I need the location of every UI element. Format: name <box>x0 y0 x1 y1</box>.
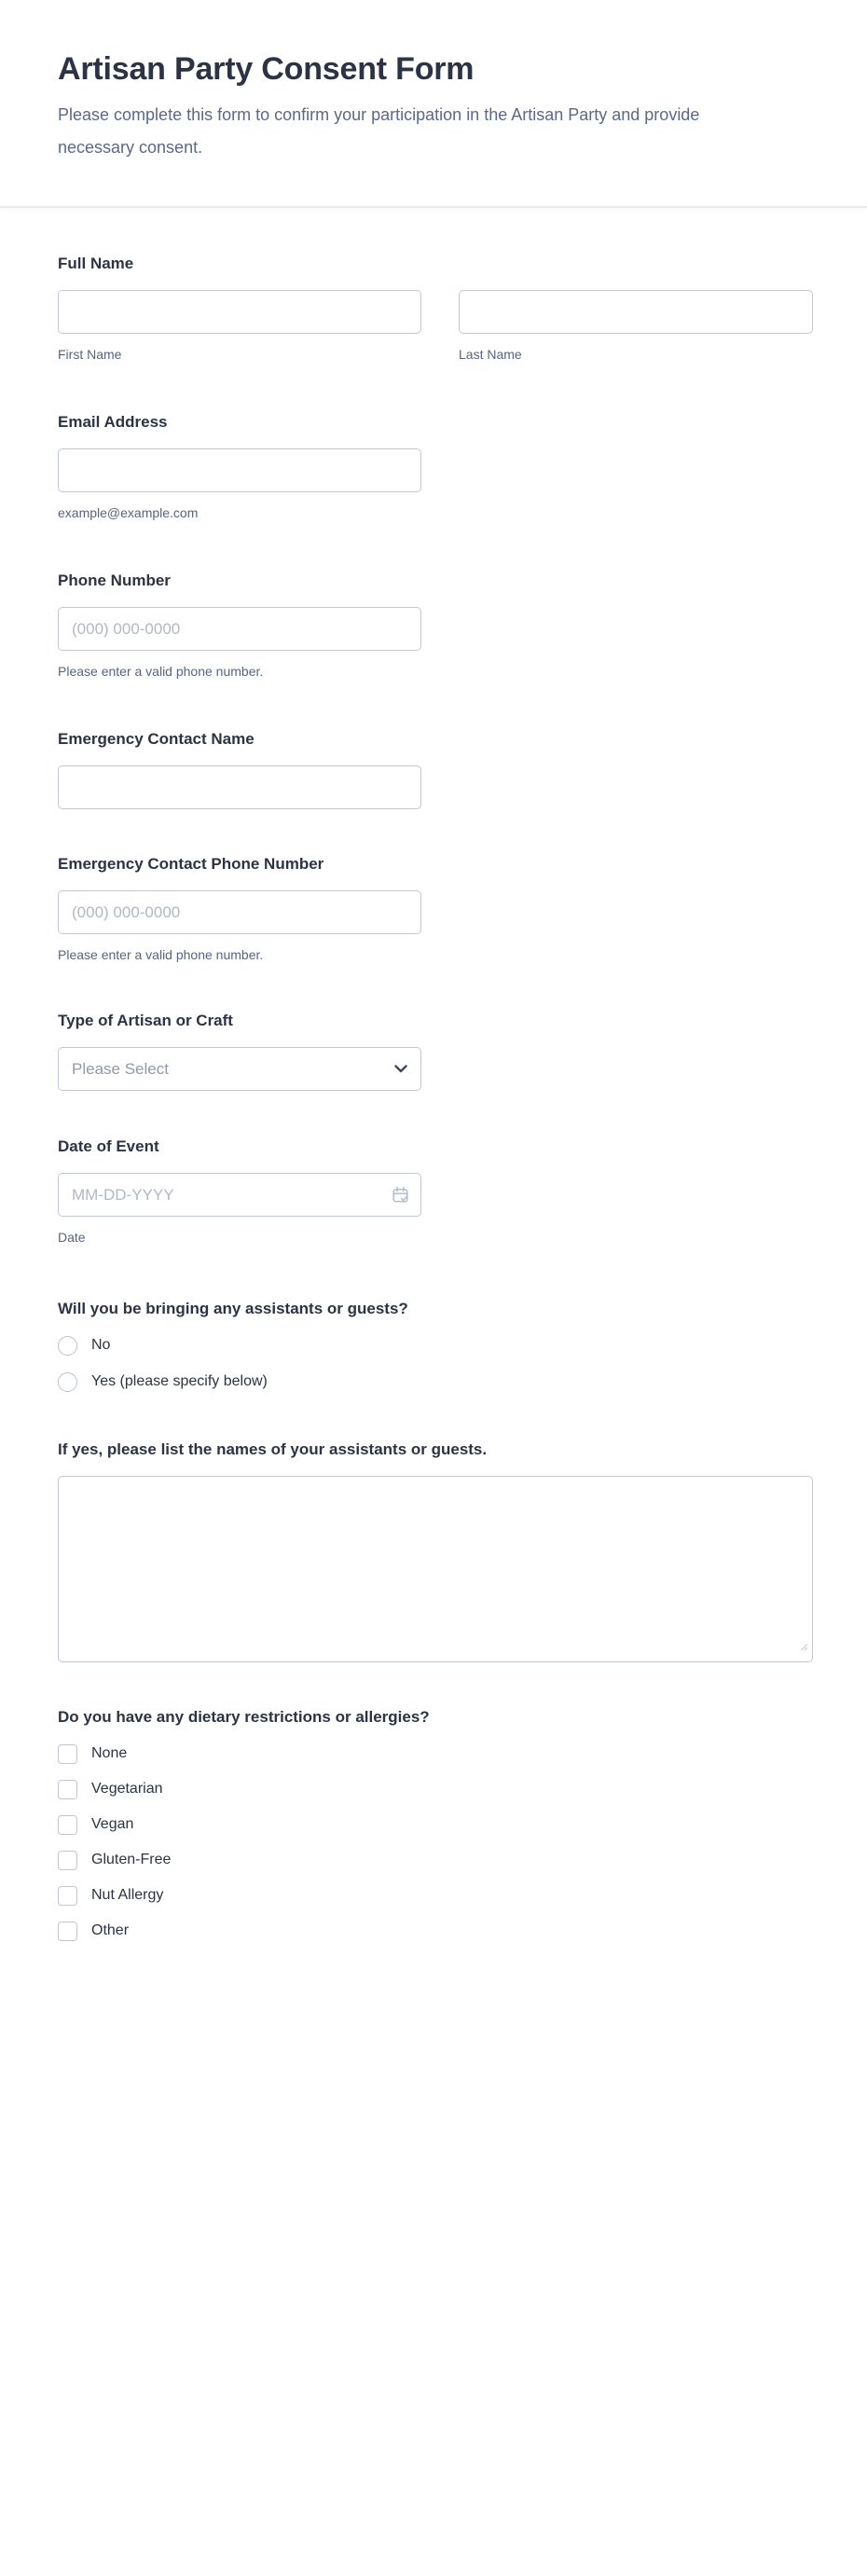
email-sublabel: example@example.com <box>58 505 199 520</box>
event-date-input[interactable] <box>58 1173 421 1217</box>
checkbox-gluten-free[interactable] <box>58 1851 77 1870</box>
field-craft-type <box>58 1012 813 1091</box>
radio-button-no[interactable] <box>58 1336 77 1356</box>
checkbox-vegan[interactable] <box>58 1815 77 1835</box>
checkbox-none[interactable] <box>58 1744 77 1764</box>
form-header <box>58 51 822 164</box>
form-subtitle: Please complete this form to confirm your participation in the Artisan Party and provide necessary consent. <box>58 105 700 157</box>
craft-type-selected-value: Please Select <box>72 1059 169 1078</box>
craft-type-select[interactable] <box>58 1047 421 1091</box>
dietary-option-nut-allergy[interactable] <box>58 1885 813 1906</box>
emergency-name-input[interactable] <box>58 765 421 809</box>
dietary-option-vegan-label: Vegan <box>91 1816 134 1832</box>
guests-question-label: Will you be bringing any assistants or guests? <box>58 1300 408 1317</box>
field-guests-question <box>58 1300 813 1392</box>
full-name-columns <box>58 290 813 362</box>
emergency-phone-sublabel: Please enter a valid phone number. <box>58 947 264 962</box>
event-date-sublabel: Date <box>58 1230 86 1245</box>
dietary-option-none[interactable] <box>58 1743 813 1764</box>
dietary-option-nut-allergy-label: Nut Allergy <box>91 1887 164 1903</box>
last-name-sublabel: Last Name <box>459 347 522 362</box>
event-date-wrapper <box>58 1173 421 1217</box>
phone-label: Phone Number <box>58 572 171 589</box>
field-guest-names <box>58 1440 813 1662</box>
field-dietary <box>58 1708 813 1941</box>
phone-sublabel: Please enter a valid phone number. <box>58 664 264 679</box>
checkbox-nut-allergy[interactable] <box>58 1886 77 1906</box>
header-divider <box>0 206 867 208</box>
dietary-option-vegetarian[interactable] <box>58 1779 813 1799</box>
emergency-name-label: Emergency Contact Name <box>58 730 255 748</box>
first-name-sublabel: First Name <box>58 347 122 362</box>
email-input[interactable] <box>58 448 421 492</box>
field-event-date <box>58 1137 813 1245</box>
page-title: Artisan Party Consent Form <box>58 51 475 87</box>
last-name-input[interactable] <box>459 290 813 334</box>
resize-handle-icon[interactable] <box>799 1639 808 1656</box>
field-phone <box>58 572 813 679</box>
email-label: Email Address <box>58 413 168 431</box>
dietary-question-label: Do you have any dietary restrictions or allergies? <box>58 1708 430 1726</box>
dietary-option-none-label: None <box>91 1745 128 1761</box>
guests-option-yes[interactable] <box>58 1371 813 1392</box>
dietary-option-gluten-free-label: Gluten-Free <box>91 1852 172 1867</box>
guest-names-textarea[interactable] <box>58 1476 813 1662</box>
guests-option-yes-label: Yes (please specify below) <box>91 1373 268 1389</box>
calendar-icon[interactable] <box>389 1184 411 1206</box>
field-email <box>58 413 813 520</box>
field-emergency-contact-phone <box>58 855 813 962</box>
checkbox-vegetarian[interactable] <box>58 1780 77 1799</box>
guest-names-label: If yes, please list the names of your assistants or guests. <box>58 1440 488 1458</box>
craft-type-label: Type of Artisan or Craft <box>58 1012 233 1029</box>
last-name-column <box>459 290 813 362</box>
checkbox-other[interactable] <box>58 1922 77 1941</box>
radio-button-yes[interactable] <box>58 1372 77 1392</box>
guest-names-wrapper <box>58 1476 813 1662</box>
dietary-option-vegetarian-label: Vegetarian <box>91 1781 163 1797</box>
field-emergency-contact-name <box>58 730 813 809</box>
event-date-label: Date of Event <box>58 1137 159 1155</box>
first-name-column <box>58 290 421 362</box>
guests-option-no[interactable] <box>58 1335 813 1356</box>
emergency-phone-label: Emergency Contact Phone Number <box>58 855 324 873</box>
emergency-phone-input[interactable] <box>58 890 421 934</box>
chevron-down-icon <box>394 1065 407 1073</box>
full-name-label: Full Name <box>58 255 134 272</box>
field-full-name <box>58 255 813 362</box>
guests-option-no-label: No <box>91 1337 111 1353</box>
phone-input[interactable] <box>58 607 421 651</box>
dietary-option-vegan[interactable] <box>58 1814 813 1835</box>
dietary-option-other[interactable] <box>58 1921 813 1941</box>
dietary-option-gluten-free[interactable] <box>58 1850 813 1870</box>
first-name-input[interactable] <box>58 290 421 334</box>
dietary-option-other-label: Other <box>91 1922 130 1938</box>
